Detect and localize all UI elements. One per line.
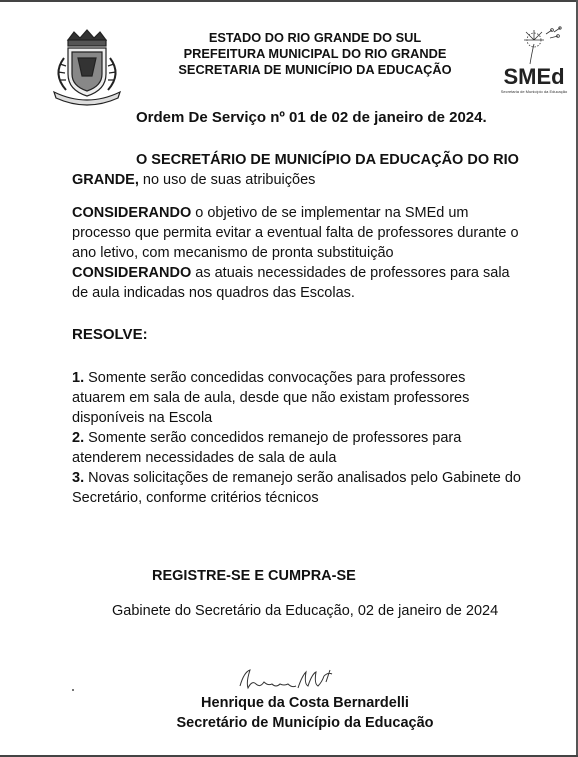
considering-text: as atuais necessidades de professores para sala de aula indicadas nos quadros das Escolas. bbox=[72, 265, 510, 301]
resolve-heading: RESOLVE: bbox=[72, 326, 148, 343]
smed-logo-text: SMEd bbox=[503, 64, 565, 89]
considering-paragraph bbox=[72, 203, 522, 303]
header-prefecture: PREFEITURA MUNICIPAL DO RIO GRANDE bbox=[183, 46, 447, 61]
dandelion-icon bbox=[500, 26, 568, 66]
resolution-item bbox=[72, 468, 522, 508]
closing-formula: REGISTRE-SE E CUMPRA-SE bbox=[152, 568, 356, 584]
considering-text: o objetivo de se implementar na SMEd um processo que permita evitar a eventual falta de professores durante o ano letivo, com mecanismo de pronta substituição bbox=[72, 205, 519, 261]
resolution-list bbox=[72, 368, 522, 508]
opening-rest: no uso de suas atribuições bbox=[138, 172, 316, 188]
document-title: Ordem De Serviço nº 01 de 02 de janeiro de 2024. bbox=[136, 109, 487, 126]
scan-speck bbox=[72, 689, 74, 691]
resolution-item bbox=[72, 368, 522, 428]
header-secretariat: SECRETARIA DE MUNICÍPIO DA EDUCAÇÃO bbox=[178, 62, 452, 77]
item-text: Somente serão concedidos remanejo de professores para atenderem necessidades de sala de aula bbox=[72, 430, 462, 466]
considering-keyword: CONSIDERANDO bbox=[72, 265, 192, 281]
item-number: 1. bbox=[72, 370, 85, 386]
considering-item bbox=[72, 203, 522, 263]
smed-logo-subtitle: Secretaria de Município da Educação bbox=[500, 89, 568, 94]
letterhead bbox=[150, 30, 480, 78]
scan-edge-top bbox=[0, 0, 578, 2]
item-text: Novas solicitações de remanejo serão analisados pelo Gabinete do Secretário, conforme critérios técnicos bbox=[72, 470, 521, 506]
place-date: Gabinete do Secretário da Educação, 02 de janeiro de 2024 bbox=[112, 603, 499, 619]
signer-block bbox=[160, 693, 450, 733]
considering-item bbox=[72, 263, 522, 303]
item-number: 2. bbox=[72, 430, 85, 446]
header-state: ESTADO DO RIO GRANDE DO SUL bbox=[208, 30, 422, 45]
coat-of-arms-icon bbox=[44, 28, 130, 110]
signer-name: Henrique da Costa Bernardelli bbox=[201, 695, 409, 711]
opening-bold: O SECRETÁRIO DE MUNICÍPIO DA EDUCAÇÃO DO RIO GRANDE, bbox=[72, 152, 519, 188]
smed-logo bbox=[500, 26, 568, 96]
opening-paragraph bbox=[72, 150, 522, 190]
signer-role: Secretário de Município da Educação bbox=[176, 715, 434, 731]
item-number: 3. bbox=[72, 470, 85, 486]
resolution-item bbox=[72, 428, 522, 468]
item-text: Somente serão concedidas convocações para professores atuarem em sala de aula, desde que não existam professores disponíveis na Escola bbox=[72, 370, 470, 426]
considering-keyword: CONSIDERANDO bbox=[72, 205, 192, 221]
